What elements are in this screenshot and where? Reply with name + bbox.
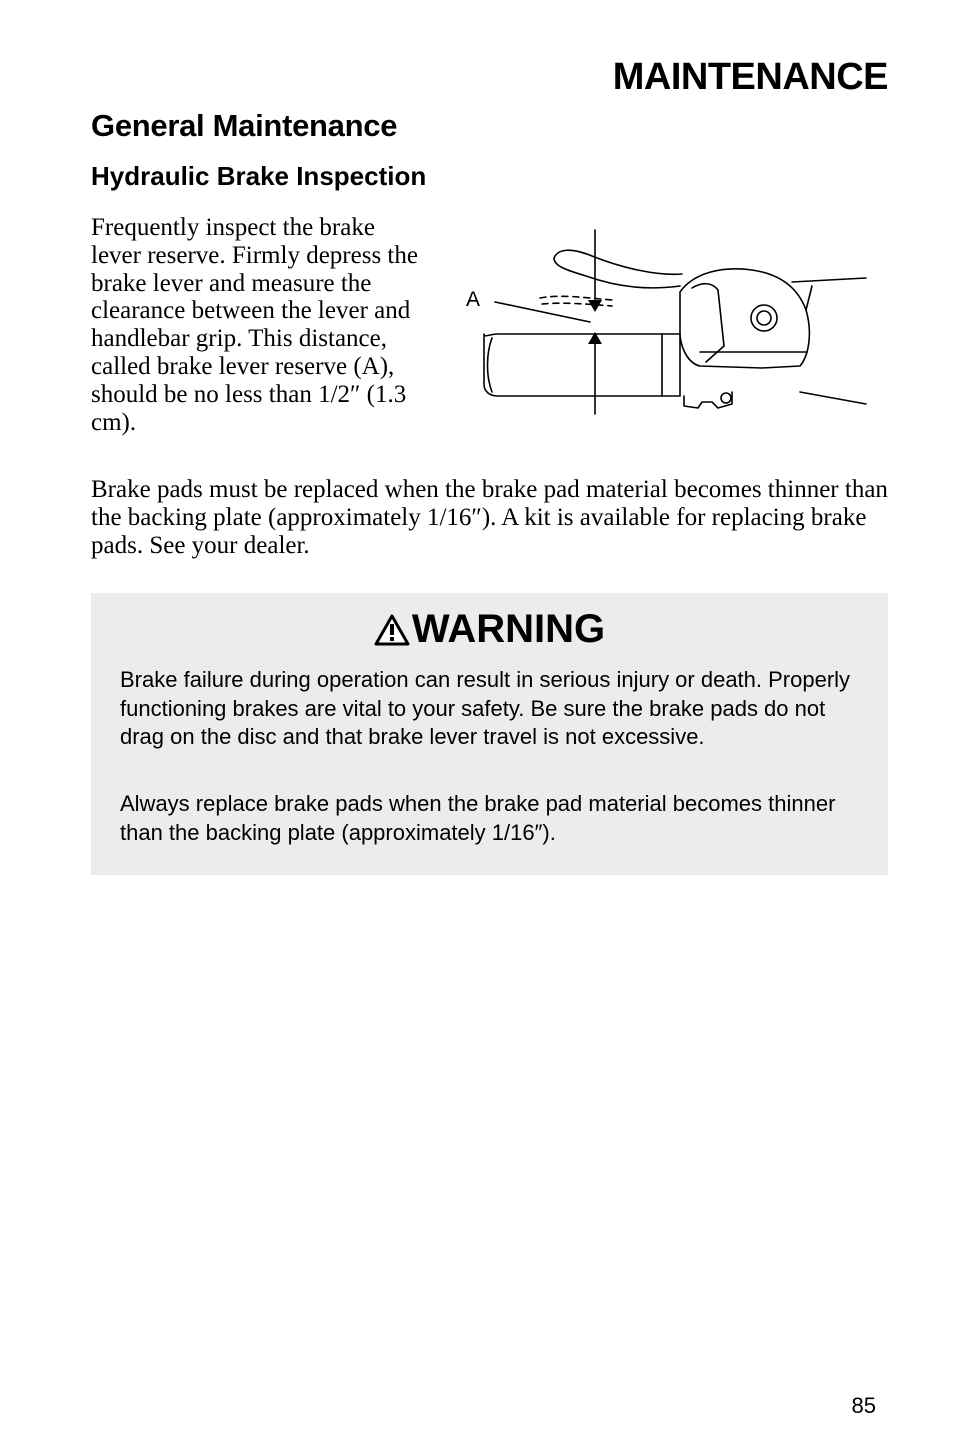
warning-title-text: WARNING <box>411 607 606 651</box>
page-heading: General Maintenance <box>91 108 398 143</box>
brake-pads-paragraph: Brake pads must be replaced when the brake pad material becomes thinner than the backing plate (approximately 1/16″). A kit is available for replacing brake pads. See your dealer. <box>91 476 888 559</box>
warning-title <box>91 607 888 652</box>
leader-line <box>495 302 590 322</box>
subheading: Hydraulic Brake Inspection <box>91 161 427 191</box>
warning-paragraph-2: Always replace brake pads when the brake pad material becomes thinner than the backing plate (approximately 1/16″). <box>120 791 836 845</box>
label-a: A <box>466 288 481 311</box>
brake-lever-illustration <box>462 226 872 422</box>
reservoir-cap <box>751 305 777 331</box>
section-title: MAINTENANCE <box>612 56 888 98</box>
master-cylinder-housing <box>680 269 809 368</box>
page-number: 85 <box>851 1393 876 1418</box>
arrow-down <box>588 300 602 312</box>
warning-paragraph-1: Brake failure during operation can result in serious injury or death. Properly functioning brakes are vital to your safety. Be sure the brake pads do not drag on the disc and that brake lever travel is not excessive. <box>120 667 851 750</box>
warning-box <box>91 593 888 875</box>
warning-triangle-icon <box>374 614 410 646</box>
brake-lever-outline <box>554 250 682 274</box>
intro-paragraph: Frequently inspect the brake lever reserve. Firmly depress the brake lever and measure the clearance between the lever and handlebar grip. This distance, called brake lever reserve (A), should be no less than 1/2″ (1.3 cm). <box>91 214 418 436</box>
handlebar-grip <box>484 334 680 396</box>
